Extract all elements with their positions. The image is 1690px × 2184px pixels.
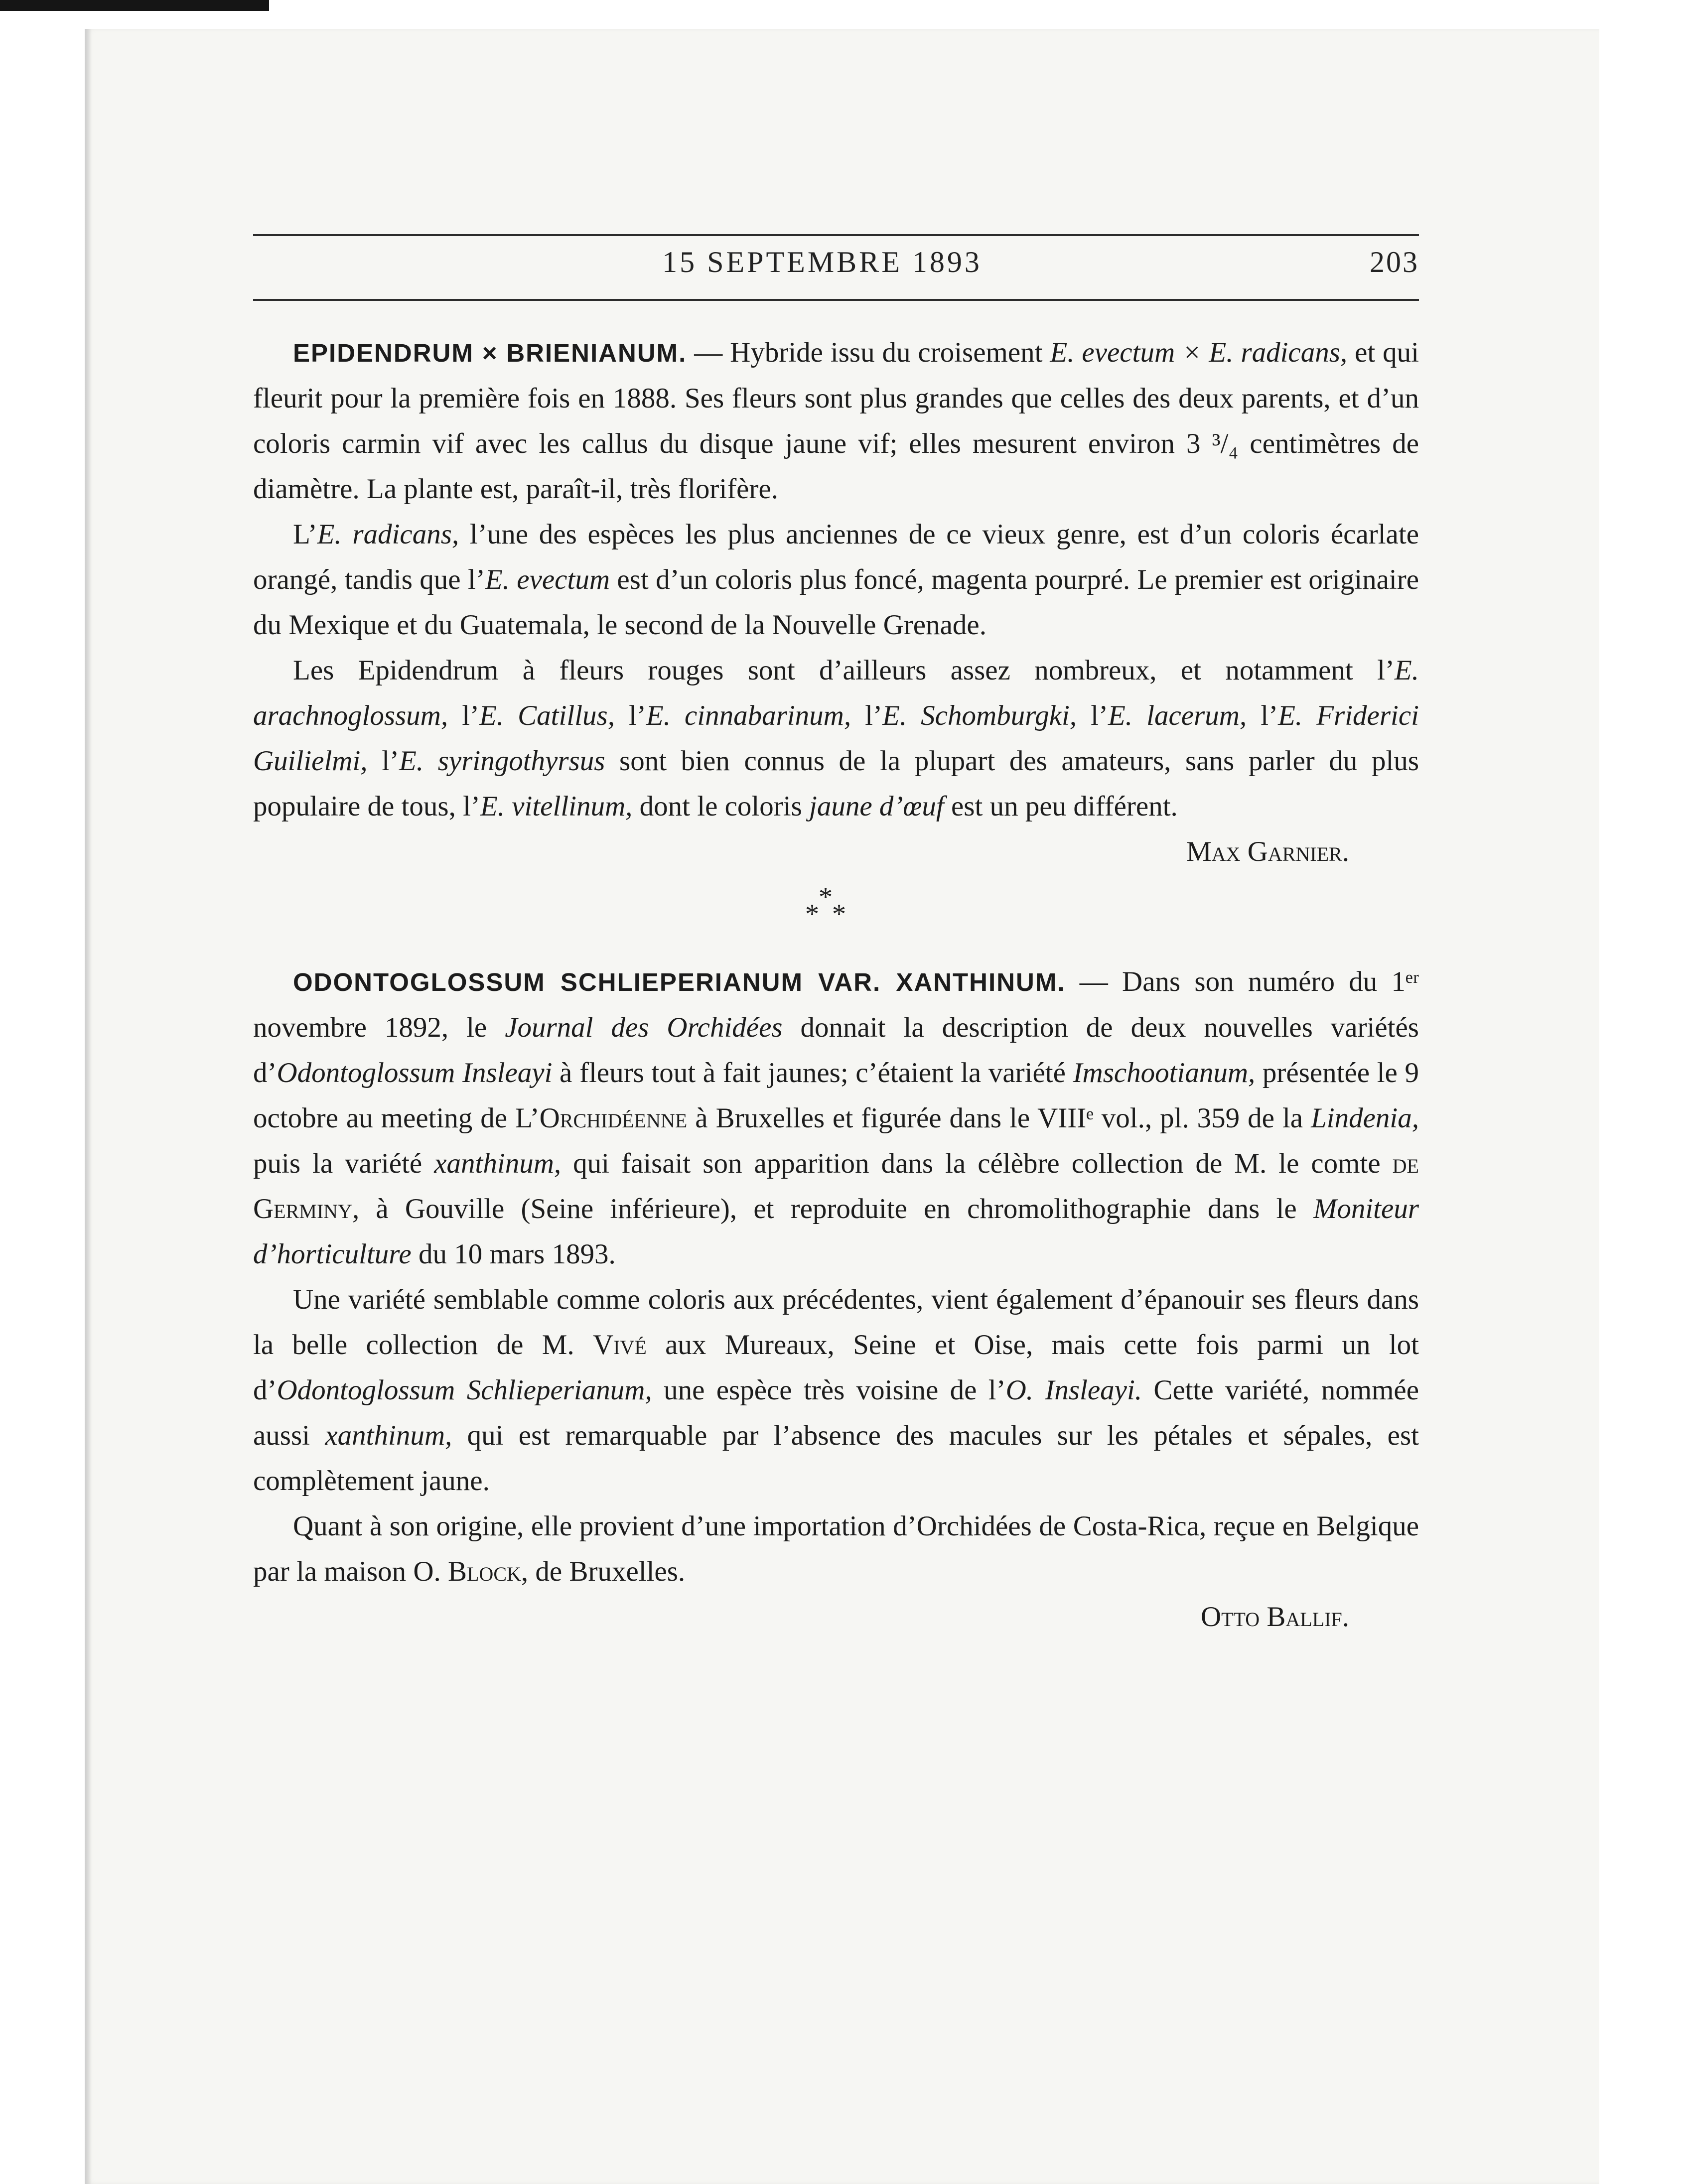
header-rule-top	[253, 234, 1419, 236]
running-header-date: 15 SEPTEMBRE 1893	[662, 246, 982, 278]
article2-signature: Otto Ballif.	[1200, 1601, 1349, 1633]
page-binding-edge	[85, 29, 92, 2184]
article2-heading: ODONTOGLOSSUM SCHLIEPERIANUM VAR. XANTHINUM.	[293, 968, 1066, 996]
article1-paragraph-2: L’E. radicans, l’une des espèces les plus anciennes de ce vieux genre, est d’un coloris écarlate orangé, tandis que l’E. evectum est d’un coloris plus foncé, magenta pourpré. Le premier est originaire du Mexique et du Guatemala, le second de la Nouvelle Grenade.	[253, 519, 1419, 641]
article2-paragraph-2: Une variété semblable comme coloris aux précédentes, vient également d’épanouir ses fleurs dans la belle collection de M. Vivé aux Mureaux, Seine et Oise, mais cette fois parmi un lot d’Odontoglossum Schlieperianum, une espèce très voisine de l’O. Insleayi. Cette variété, nommée aussi xanthinum, qui est remarquable par l’absence des macules sur les pétales et sépales, est complètement jaune.	[253, 1284, 1419, 1497]
article-body	[253, 330, 1419, 1639]
article1-paragraph-1: EPIDENDRUM × BRIENIANUM. — Hybride issu du croisement E. evectum × E. radicans, et qui fleurit pour la première fois en 1888. Ses fleurs sont plus grandes que celles des deux parents, et d’un coloris carmin vif avec les callus du disque jaune vif; elles mesurent environ 3 ³/₄ centimètres de diamètre. La plante est, paraît-il, très florifère.	[253, 337, 1419, 505]
article2-paragraph-3: Quant à son origine, elle provient d’une importation d’Orchidées de Costa-Rica, reçue en Belgique par la maison O. Block, de Bruxelles.	[253, 1510, 1419, 1587]
article1-paragraph-3: Les Epidendrum à fleurs rouges sont d’ailleurs assez nombreux, et notamment l’E. arachnoglossum, l’E. Catillus, l’E. cinnabarinum, l’E. Schomburgki, l’E. lacerum, l’E. Friderici Guilielmi, l’E. syringothyrsus sont bien connus de la plupart des amateurs, sans parler du plus populaire de tous, l’E. vitellinum, dont le coloris jaune d’œuf est un peu différent.	[253, 655, 1419, 822]
header-rule-bottom	[253, 299, 1419, 301]
page-number: 203	[1370, 246, 1419, 278]
article1-heading: EPIDENDRUM × BRIENIANUM.	[293, 339, 687, 367]
scan-edge-shadow	[0, 0, 269, 11]
section-separator-asterism: * * *	[805, 882, 846, 930]
article2-paragraph-1: ODONTOGLOSSUM SCHLIEPERIANUM VAR. XANTHINUM. — Dans son numéro du 1ᵉʳ novembre 1892, le Journal des Orchidées donnait la description de deux nouvelles variétés d’Odontoglossum Insleayi à fleurs tout à fait jaunes; c’étaient la variété Imschootianum, présentée le 9 octobre au meeting de L’Orchidéenne à Bruxelles et figurée dans le VIIIᵉ vol., pl. 359 de la Lindenia, puis la variété xanthinum, qui faisait son apparition dans la célèbre collection de M. le comte de Germiny, à Gouville (Seine inférieure), et reproduite en chromolithographie dans le Moniteur d’horticulture du 10 mars 1893.	[253, 966, 1419, 1270]
article1-signature: Max Garnier.	[1186, 836, 1349, 867]
